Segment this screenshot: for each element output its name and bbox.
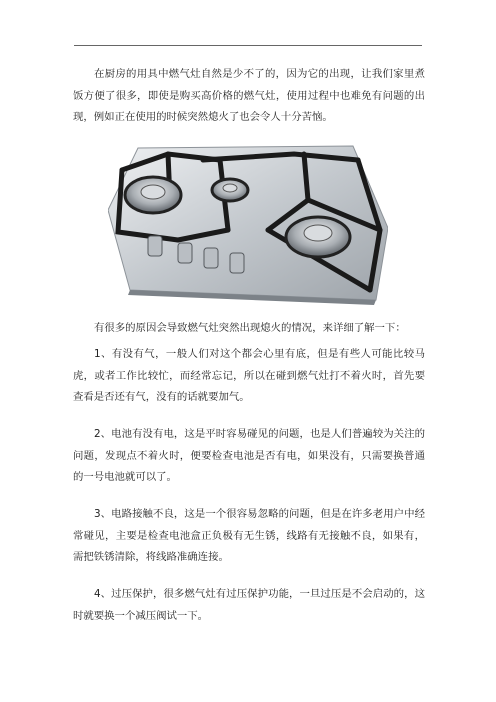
item-paragraph-3: 3、电路接触不良，这是一个很容易忽略的问题，但是在许多老用户中经常碰见，主要是检查电池盒正负极有无生锈，线路有无接触不良，如果有，需把铁锈清除，将线路准确连接。 [73,508,425,564]
lead-paragraph: 有很多的原因会导致燃气灶突然出现熄火的情况，来详细了解一下： [94,322,406,334]
header-rule [74,45,422,46]
gas-stove-illustration [108,140,388,305]
item-paragraph-1: 1、有没有气，一般人们对这个都会心里有底，但是有些人可能比较马虎，或者工作比较忙，而经常忘记，所以在碰到燃气灶打不着火时，首先要查看是否还有气，没有的话就要加气。 [73,348,425,404]
item-paragraph-2: 2、电池有没有电，这是平时容易碰见的问题，也是人们普遍较为关注的问题，发现点不着火时，便要检查电池是否有电，如果没有，只需要换普通的一号电池就可以了。 [73,428,425,484]
gas-stove-photo [108,140,388,305]
item-paragraph-4: 4、过压保护，很多燃气灶有过压保护功能，一旦过压是不会启动的，这时就要换一个减压阀试一下。 [73,588,425,622]
intro-paragraph: 在厨房的用具中燃气灶自然是少不了的，因为它的出现，让我们家里煮饭方便了很多，即使是购买高价格的燃气灶，使用过程中也难免有问题的出现，例如正在使用的时候突然熄火了也会令人十分苦恼。 [73,68,425,124]
